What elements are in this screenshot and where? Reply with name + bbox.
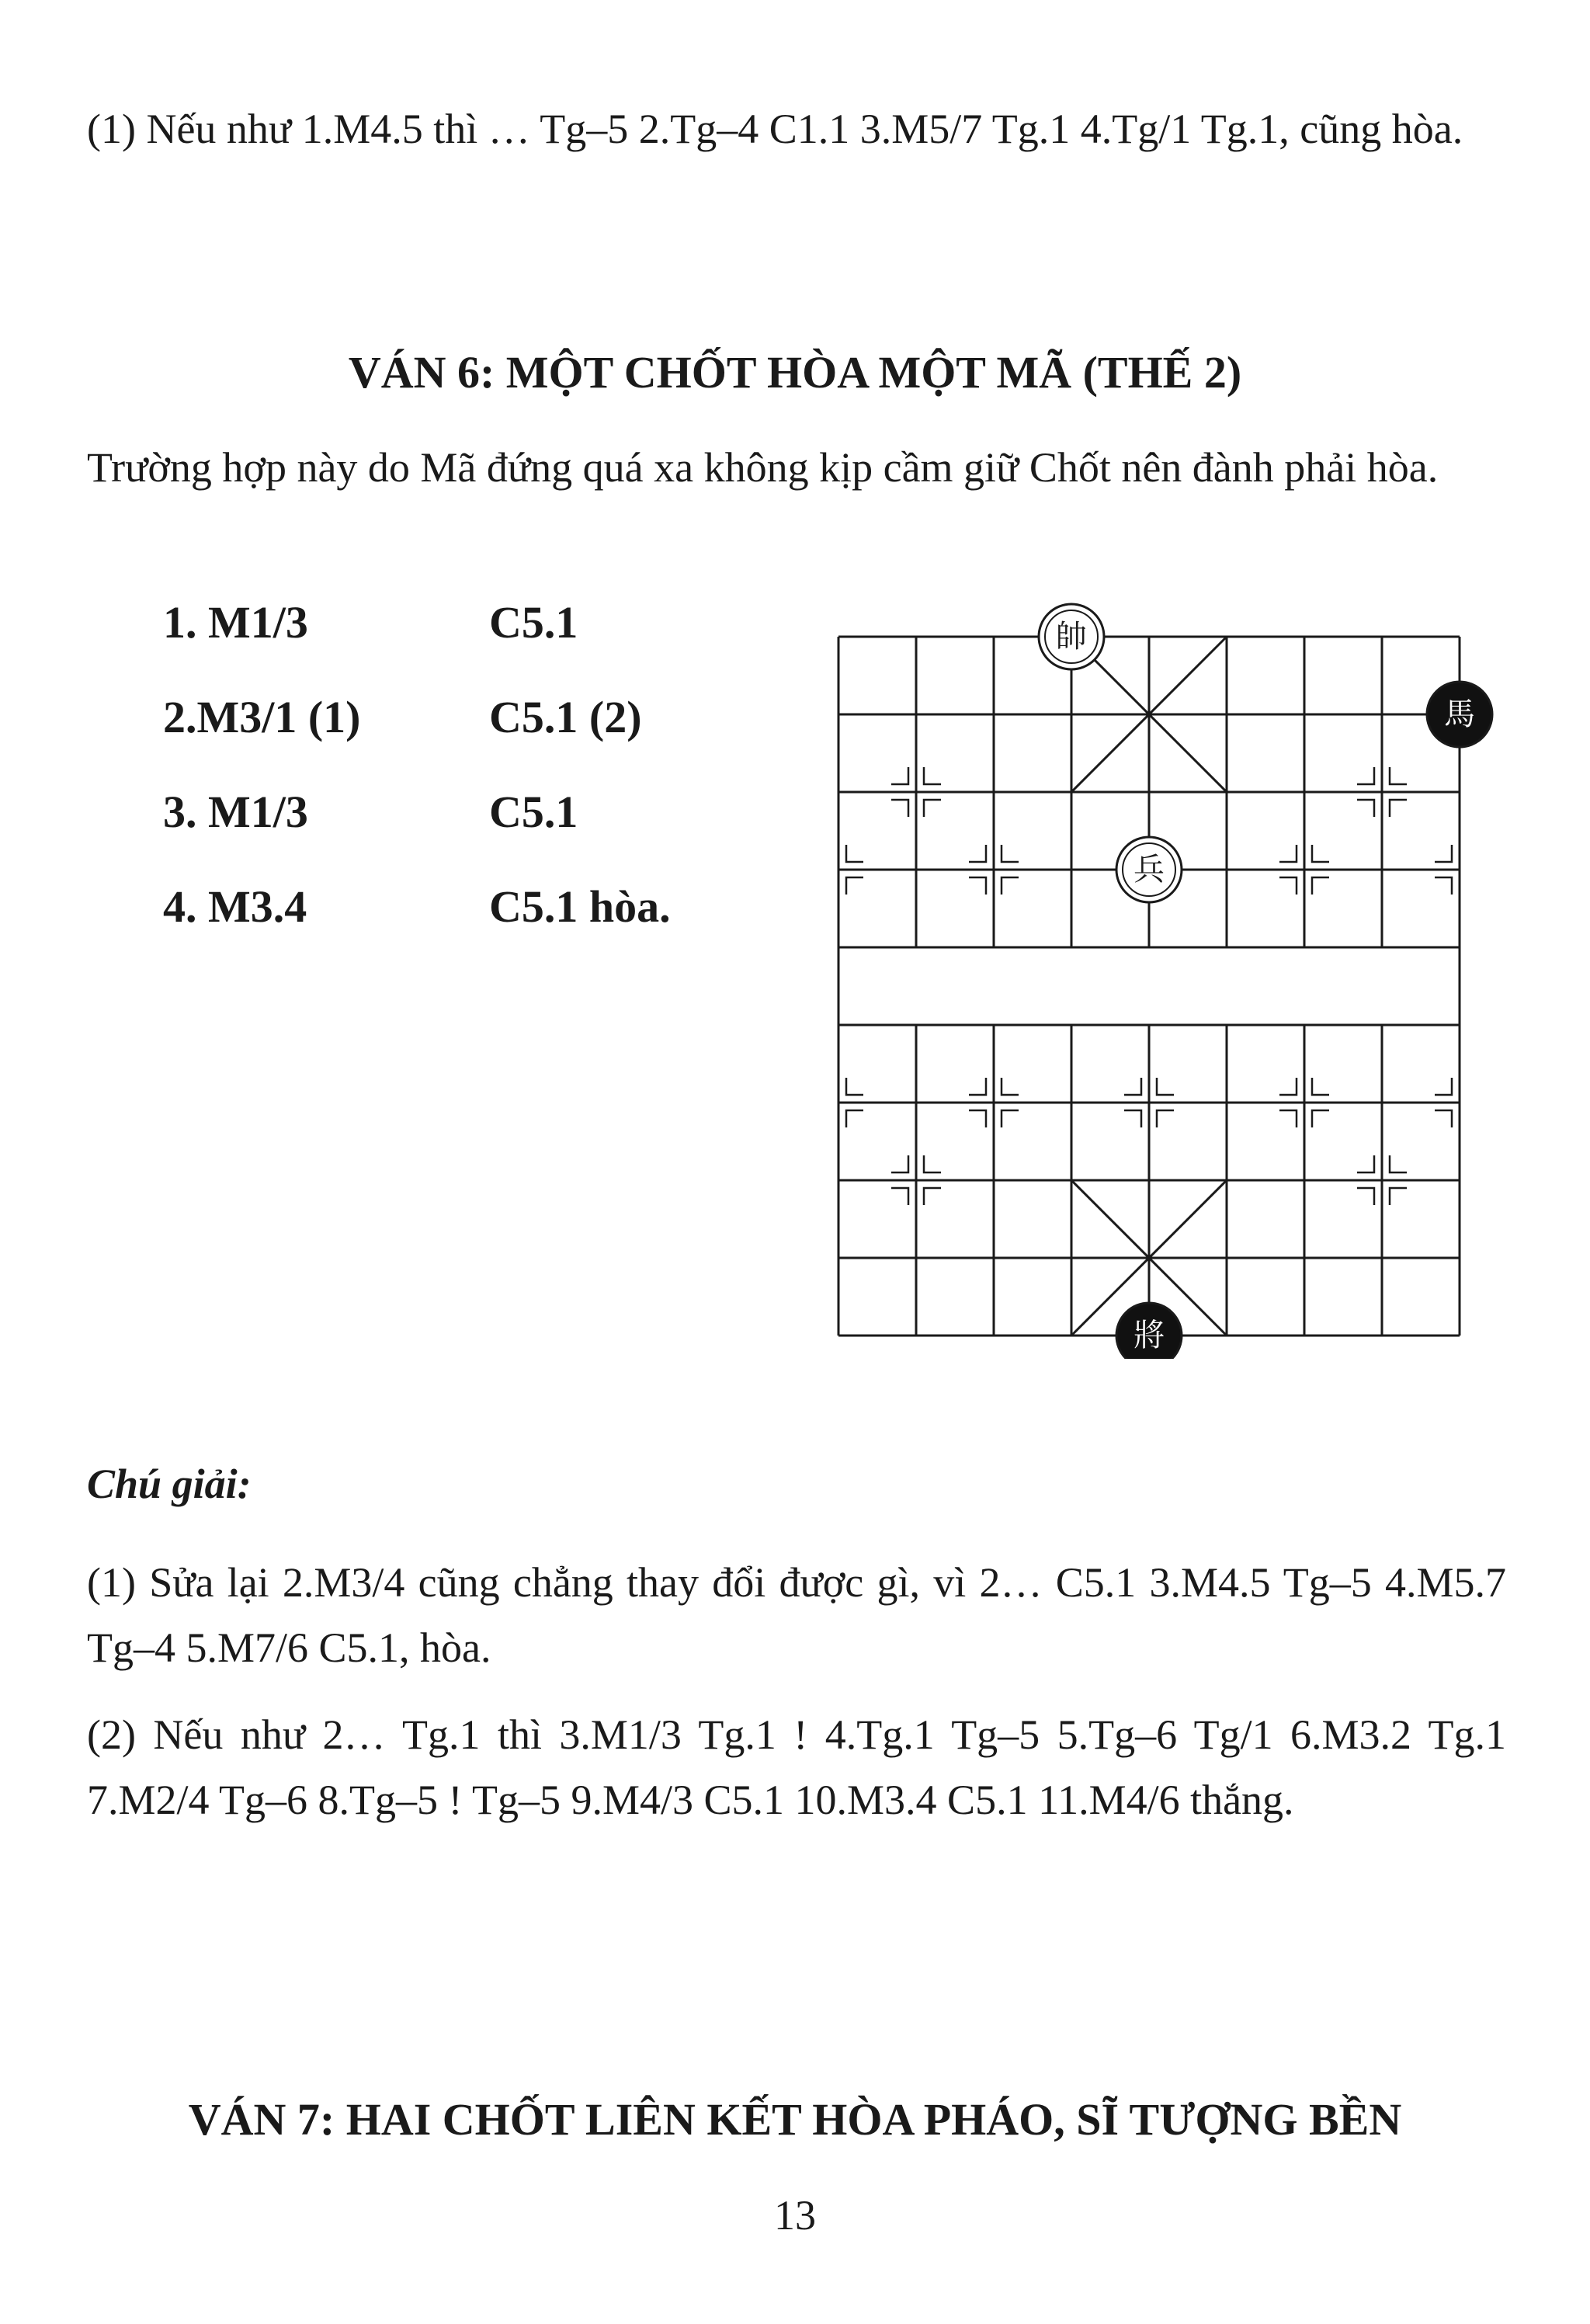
note-1: (1) Sửa lại 2.M3/4 cũng chẳng thay đổi được gì, vì 2… C5.1 3.M4.5 Tg–5 4.M5.7 Tg–4 5.M7/6 C5.1, hòa.	[87, 1559, 1506, 1671]
red-move: 4. M3.4	[163, 881, 307, 932]
position-marker	[1157, 1110, 1174, 1127]
position-marker	[1357, 1155, 1374, 1172]
position-marker	[1002, 845, 1019, 862]
position-marker	[1435, 845, 1452, 862]
position-marker	[846, 877, 863, 895]
page-number: 13	[774, 2192, 816, 2239]
move-row	[163, 881, 722, 975]
position-marker	[1279, 845, 1297, 862]
position-marker	[891, 1188, 908, 1205]
black-move: C5.1 (2)	[489, 692, 642, 742]
position-marker	[969, 877, 986, 895]
position-marker	[1312, 1110, 1329, 1127]
position-marker	[924, 767, 941, 784]
red-piece	[1116, 837, 1182, 902]
position-marker	[1312, 845, 1329, 862]
position-marker	[1390, 800, 1407, 817]
position-marker	[969, 845, 986, 862]
black-move: C5.1	[489, 787, 578, 837]
move-row	[163, 786, 722, 881]
position-marker	[1357, 800, 1374, 817]
piece-glyph: 帥	[1056, 619, 1087, 655]
position-marker	[1312, 1078, 1329, 1095]
notes-label: Chú giải:	[87, 1461, 252, 1507]
red-move: 2.M3/1 (1)	[163, 692, 361, 742]
piece-glyph: 馬	[1444, 697, 1475, 732]
piece-glyph: 兵	[1133, 852, 1165, 888]
red-move: 3. M1/3	[163, 787, 308, 837]
position-marker	[969, 1078, 986, 1095]
position-marker	[1390, 767, 1407, 784]
position-marker	[1002, 1110, 1019, 1127]
position-marker	[924, 800, 941, 817]
move-list	[163, 596, 722, 975]
black-piece	[1116, 1303, 1182, 1359]
black-move: C5.1 hòa.	[489, 881, 671, 932]
position-marker	[1357, 767, 1374, 784]
top-note: (1) Nếu như 1.M4.5 thì … Tg–5 2.Tg–4 C1.1 3.M5/7 Tg.1 4.Tg/1 Tg.1, cũng hòa.	[87, 106, 1463, 152]
position-marker	[1002, 877, 1019, 895]
position-marker	[924, 1155, 941, 1172]
game6-title: VÁN 6: MỘT CHỐT HÒA MỘT MÃ (THẾ 2)	[348, 347, 1242, 398]
red-move: 1. M1/3	[163, 597, 308, 648]
position-marker	[846, 1110, 863, 1127]
xiangqi-board-diagram	[823, 598, 1522, 1359]
position-marker	[846, 845, 863, 862]
move-row	[163, 596, 722, 691]
position-marker	[924, 1188, 941, 1205]
note-2: (2) Nếu như 2… Tg.1 thì 3.M1/3 Tg.1 ! 4.Tg.1 Tg–5 5.Tg–6 Tg/1 6.M3.2 Tg.1 7.M2/4 Tg–6 8.Tg–5 ! Tg–5 9.M4/3 C5.1 10.M3.4 C5.1 11.M4/6 thắng.	[87, 1711, 1506, 1823]
red-piece	[1039, 604, 1104, 669]
position-marker	[1312, 877, 1329, 895]
board-grid	[838, 637, 1460, 1336]
piece-glyph: 將	[1133, 1318, 1165, 1353]
move-row	[163, 691, 722, 786]
game6-intro: Trường hợp này do Mã đứng quá xa không kịp cầm giữ Chốt nên đành phải hòa.	[87, 444, 1439, 491]
position-marker	[1279, 1110, 1297, 1127]
position-marker	[1435, 1078, 1452, 1095]
position-marker	[1390, 1188, 1407, 1205]
game7-title: VÁN 7: HAI CHỐT LIÊN KẾT HÒA PHÁO, SĨ TƯỢNG BỀN	[188, 2094, 1402, 2145]
position-marker	[1279, 1078, 1297, 1095]
position-marker	[969, 1110, 986, 1127]
position-marker	[1002, 1078, 1019, 1095]
black-piece	[1427, 682, 1492, 747]
board-pieces	[1039, 604, 1492, 1359]
position-marker	[1435, 877, 1452, 895]
position-marker	[891, 1155, 908, 1172]
position-marker	[1124, 1110, 1141, 1127]
position-marker	[1157, 1078, 1174, 1095]
position-marker	[1124, 1078, 1141, 1095]
position-marker	[1279, 877, 1297, 895]
position-marker	[891, 800, 908, 817]
position-marker	[846, 1078, 863, 1095]
position-marker	[1390, 1155, 1407, 1172]
position-marker	[1357, 1188, 1374, 1205]
position-marker	[1435, 1110, 1452, 1127]
position-marker	[891, 767, 908, 784]
black-move: C5.1	[489, 597, 578, 648]
